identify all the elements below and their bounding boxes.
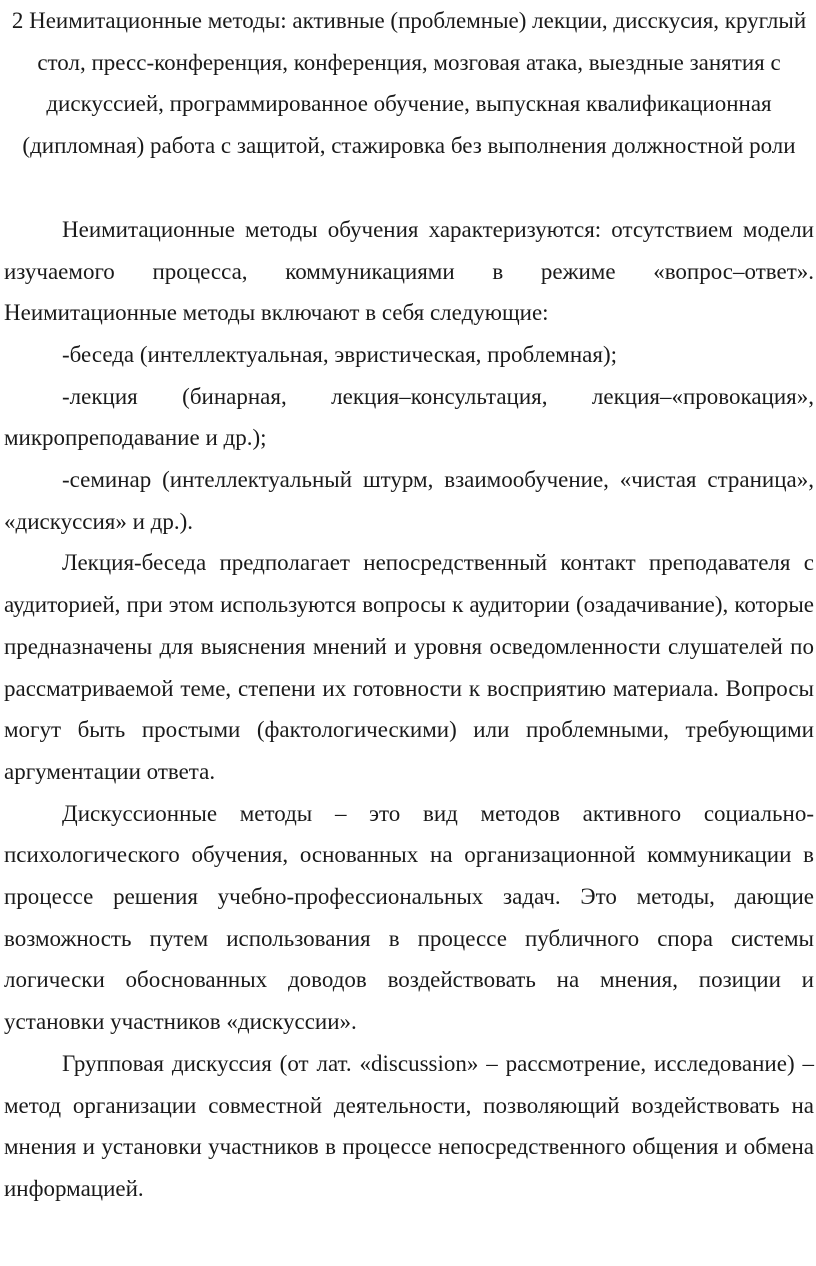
document-page — [4, 0, 814, 1210]
paragraph-group-discussion: Групповая дискуссия (от лат. «discussion» – рассмотрение, исследование) – метод организации совместной деятельности, позволяющий воздействовать на мнения и установки участников в процессе непосредственного общения и обмена информацией. — [4, 1050, 814, 1201]
spacer — [4, 167, 814, 209]
list-item-conversation: -беседа (интеллектуальная, эвристическая, проблемная); — [62, 341, 617, 367]
paragraph-discussion-methods: Дискуссионные методы – это вид методов активного социально-психологического обучения, основанных на организационной коммуникации в процессе решения учебно-профессиональных задач. Это методы, дающие возможность путем использования в процессе публичного спора системы логически обоснованных доводов воздействовать на мнения, позиции и установки участников «дискуссии». — [4, 800, 814, 1035]
paragraph-intro: Неимитационные методы обучения характеризуются: отсутствием модели изучаемого процесса, коммуникациями в режиме «вопрос–ответ». Неимитационные методы включают в себя следующие: — [4, 216, 814, 326]
section-heading: 2 Неимитационные методы: активные (проблемные) лекции, дисскусия, круглый стол, пресс-конференция, конференция, мозговая атака, выездные занятия с дискуссией, программированное обучение, выпускная квалификационная (дипломная) работа с защитой, стажировка без выполнения должностной роли — [11, 8, 807, 159]
list-item-lecture: -лекция (бинарная, лекция–консультация, лекция–«провокация», микропреподавание и др.); — [4, 383, 814, 451]
paragraph-lecture-conversation: Лекция-беседа предполагает непосредственный контакт преподавателя с аудиторией, при этом используются вопросы к аудитории (озадачивание), которые предназначены для выяснения мнений и уровня осведомленности слушателей по рассматриваемой теме, степени их готовности к восприятию материала. Вопросы могут быть простыми (фактологическими) или проблемными, требующими аргументации ответа. — [4, 550, 814, 784]
list-item-seminar: -семинар (интеллектуальный штурм, взаимообучение, «чистая страница», «дискуссия» и др.). — [4, 467, 814, 534]
